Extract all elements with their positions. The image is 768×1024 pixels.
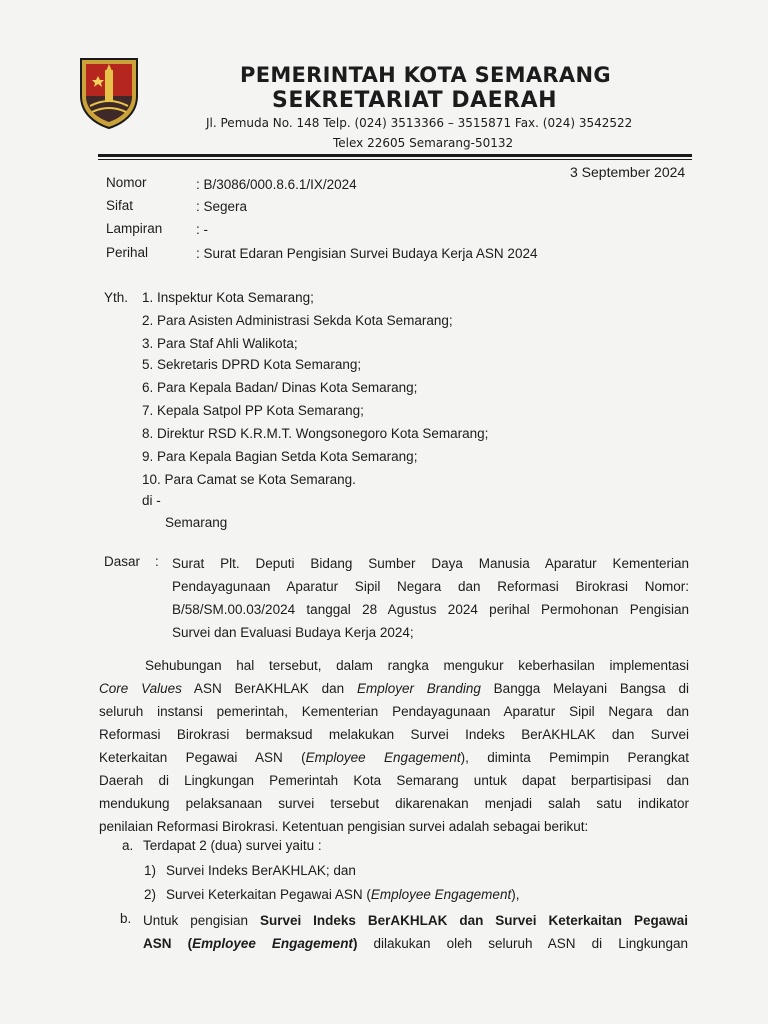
body-line: penilaian Reformasi Birokrasi. Ketentuan pengisian survei adalah sebagai berikut: xyxy=(99,819,589,834)
dasar-line: Pendayagunaan Aparatur Sipil Negara dan Reformasi Birokrasi Nomor: xyxy=(172,579,689,594)
office-title: SEKRETARIAT DAERAH xyxy=(272,88,558,113)
dasar-colon: : xyxy=(155,554,159,569)
lampiran-label: Lampiran xyxy=(106,221,163,236)
body-line: seluruh instansi pemerintah, Kementerian Pendayagunaan Aparatur Sipil Negara dan xyxy=(99,704,689,719)
body-line: Sehubungan hal tersebut, dalam rangka mengukur keberhasilan implementasi xyxy=(145,658,689,673)
sifat-label: Sifat xyxy=(106,198,134,213)
header-rule-thick xyxy=(98,154,692,157)
dasar-text xyxy=(172,552,689,644)
header-rule-thin xyxy=(98,159,692,160)
recipient-item: 2. Para Asisten Administrasi Sekda Kota Semarang; xyxy=(142,313,453,328)
perihal-value: : Surat Edaran Pengisian Survei Budaya Kerja ASN 2024 xyxy=(196,246,538,261)
recipient-item: 9. Para Kepala Bagian Setda Kota Semarang; xyxy=(142,449,418,464)
city-emblem-logo xyxy=(78,56,140,130)
body-paragraph xyxy=(99,654,689,838)
gov-title: PEMERINTAH KOTA SEMARANG xyxy=(240,63,611,87)
recipient-item: 5. Sekretaris DPRD Kota Semarang; xyxy=(142,357,362,372)
nomor-label: Nomor xyxy=(106,175,147,190)
body-line: Keterkaitan Pegawai ASN (Employee Engagement), diminta Pemimpin Perangkat xyxy=(99,750,690,765)
recipient-item: 3. Para Staf Ahli Walikota; xyxy=(142,336,298,351)
list-b-line: Untuk pengisian Survei Indeks BerAKHLAK dan Survei Keterkaitan Pegawai xyxy=(143,913,688,928)
list-item-b xyxy=(143,909,688,955)
recipient-item: 10. Para Camat se Kota Semarang. xyxy=(142,472,356,487)
body-line: Core Values ASN BerAKHLAK dan Employer Branding Bangga Melayani Bangsa di xyxy=(99,681,690,696)
dasar-line: Survei dan Evaluasi Budaya Kerja 2024; xyxy=(172,625,414,640)
list-item-a2: Survei Keterkaitan Pegawai ASN (Employee Engagement), xyxy=(166,887,520,902)
recipient-item: 1. Inspektur Kota Semarang; xyxy=(142,290,314,305)
address-line: Jl. Pemuda No. 148 Telp. (024) 3513366 – 3515871 Fax. (024) 3542522 xyxy=(206,116,633,130)
letter-date: 3 September 2024 xyxy=(570,164,686,180)
perihal-label: Perihal xyxy=(106,245,149,260)
list-b-line: ASN (Employee Engagement) dilakukan oleh seluruh ASN di Lingkungan xyxy=(143,936,689,951)
sifat-value: : Segera xyxy=(196,199,248,214)
list-marker-b: b. xyxy=(120,911,132,926)
recipient-city: Semarang xyxy=(165,515,228,530)
list-marker-a1: 1) xyxy=(144,863,157,878)
list-marker-a2: 2) xyxy=(144,887,157,902)
dasar-label: Dasar xyxy=(104,554,141,569)
yth-label: Yth. xyxy=(104,290,129,305)
dasar-line: B/58/SM.00.03/2024 tanggal 28 Agustus 2024 perihal Permohonan Pengisian xyxy=(172,602,689,617)
telex-line: Telex 22605 Semarang-50132 xyxy=(333,136,514,150)
body-line: Daerah di Lingkungan Pemerintah Kota Semarang untuk dapat berpartisipasi dan xyxy=(99,773,689,788)
di-label: di - xyxy=(142,493,161,508)
recipient-item: 8. Direktur RSD K.R.M.T. Wongsonegoro Kota Semarang; xyxy=(142,426,489,441)
list-marker-a: a. xyxy=(122,838,134,853)
nomor-value: : B/3086/000.8.6.1/IX/2024 xyxy=(196,177,357,192)
list-item-a: Terdapat 2 (dua) survei yaitu : xyxy=(143,838,322,853)
recipient-item: 7. Kepala Satpol PP Kota Semarang; xyxy=(142,403,364,418)
list-item-a1: Survei Indeks BerAKHLAK; dan xyxy=(166,863,356,878)
lampiran-value: : - xyxy=(196,222,208,237)
body-line: Reformasi Birokrasi bermaksud melakukan Survei Indeks BerAKHLAK dan Survei xyxy=(99,727,689,742)
body-line: mendukung pelaksanaan survei tersebut dikarenakan menjadi salah satu indikator xyxy=(99,796,689,811)
dasar-line: Surat Plt. Deputi Bidang Sumber Daya Manusia Aparatur Kementerian xyxy=(172,556,689,571)
recipient-item: 6. Para Kepala Badan/ Dinas Kota Semarang; xyxy=(142,380,418,395)
